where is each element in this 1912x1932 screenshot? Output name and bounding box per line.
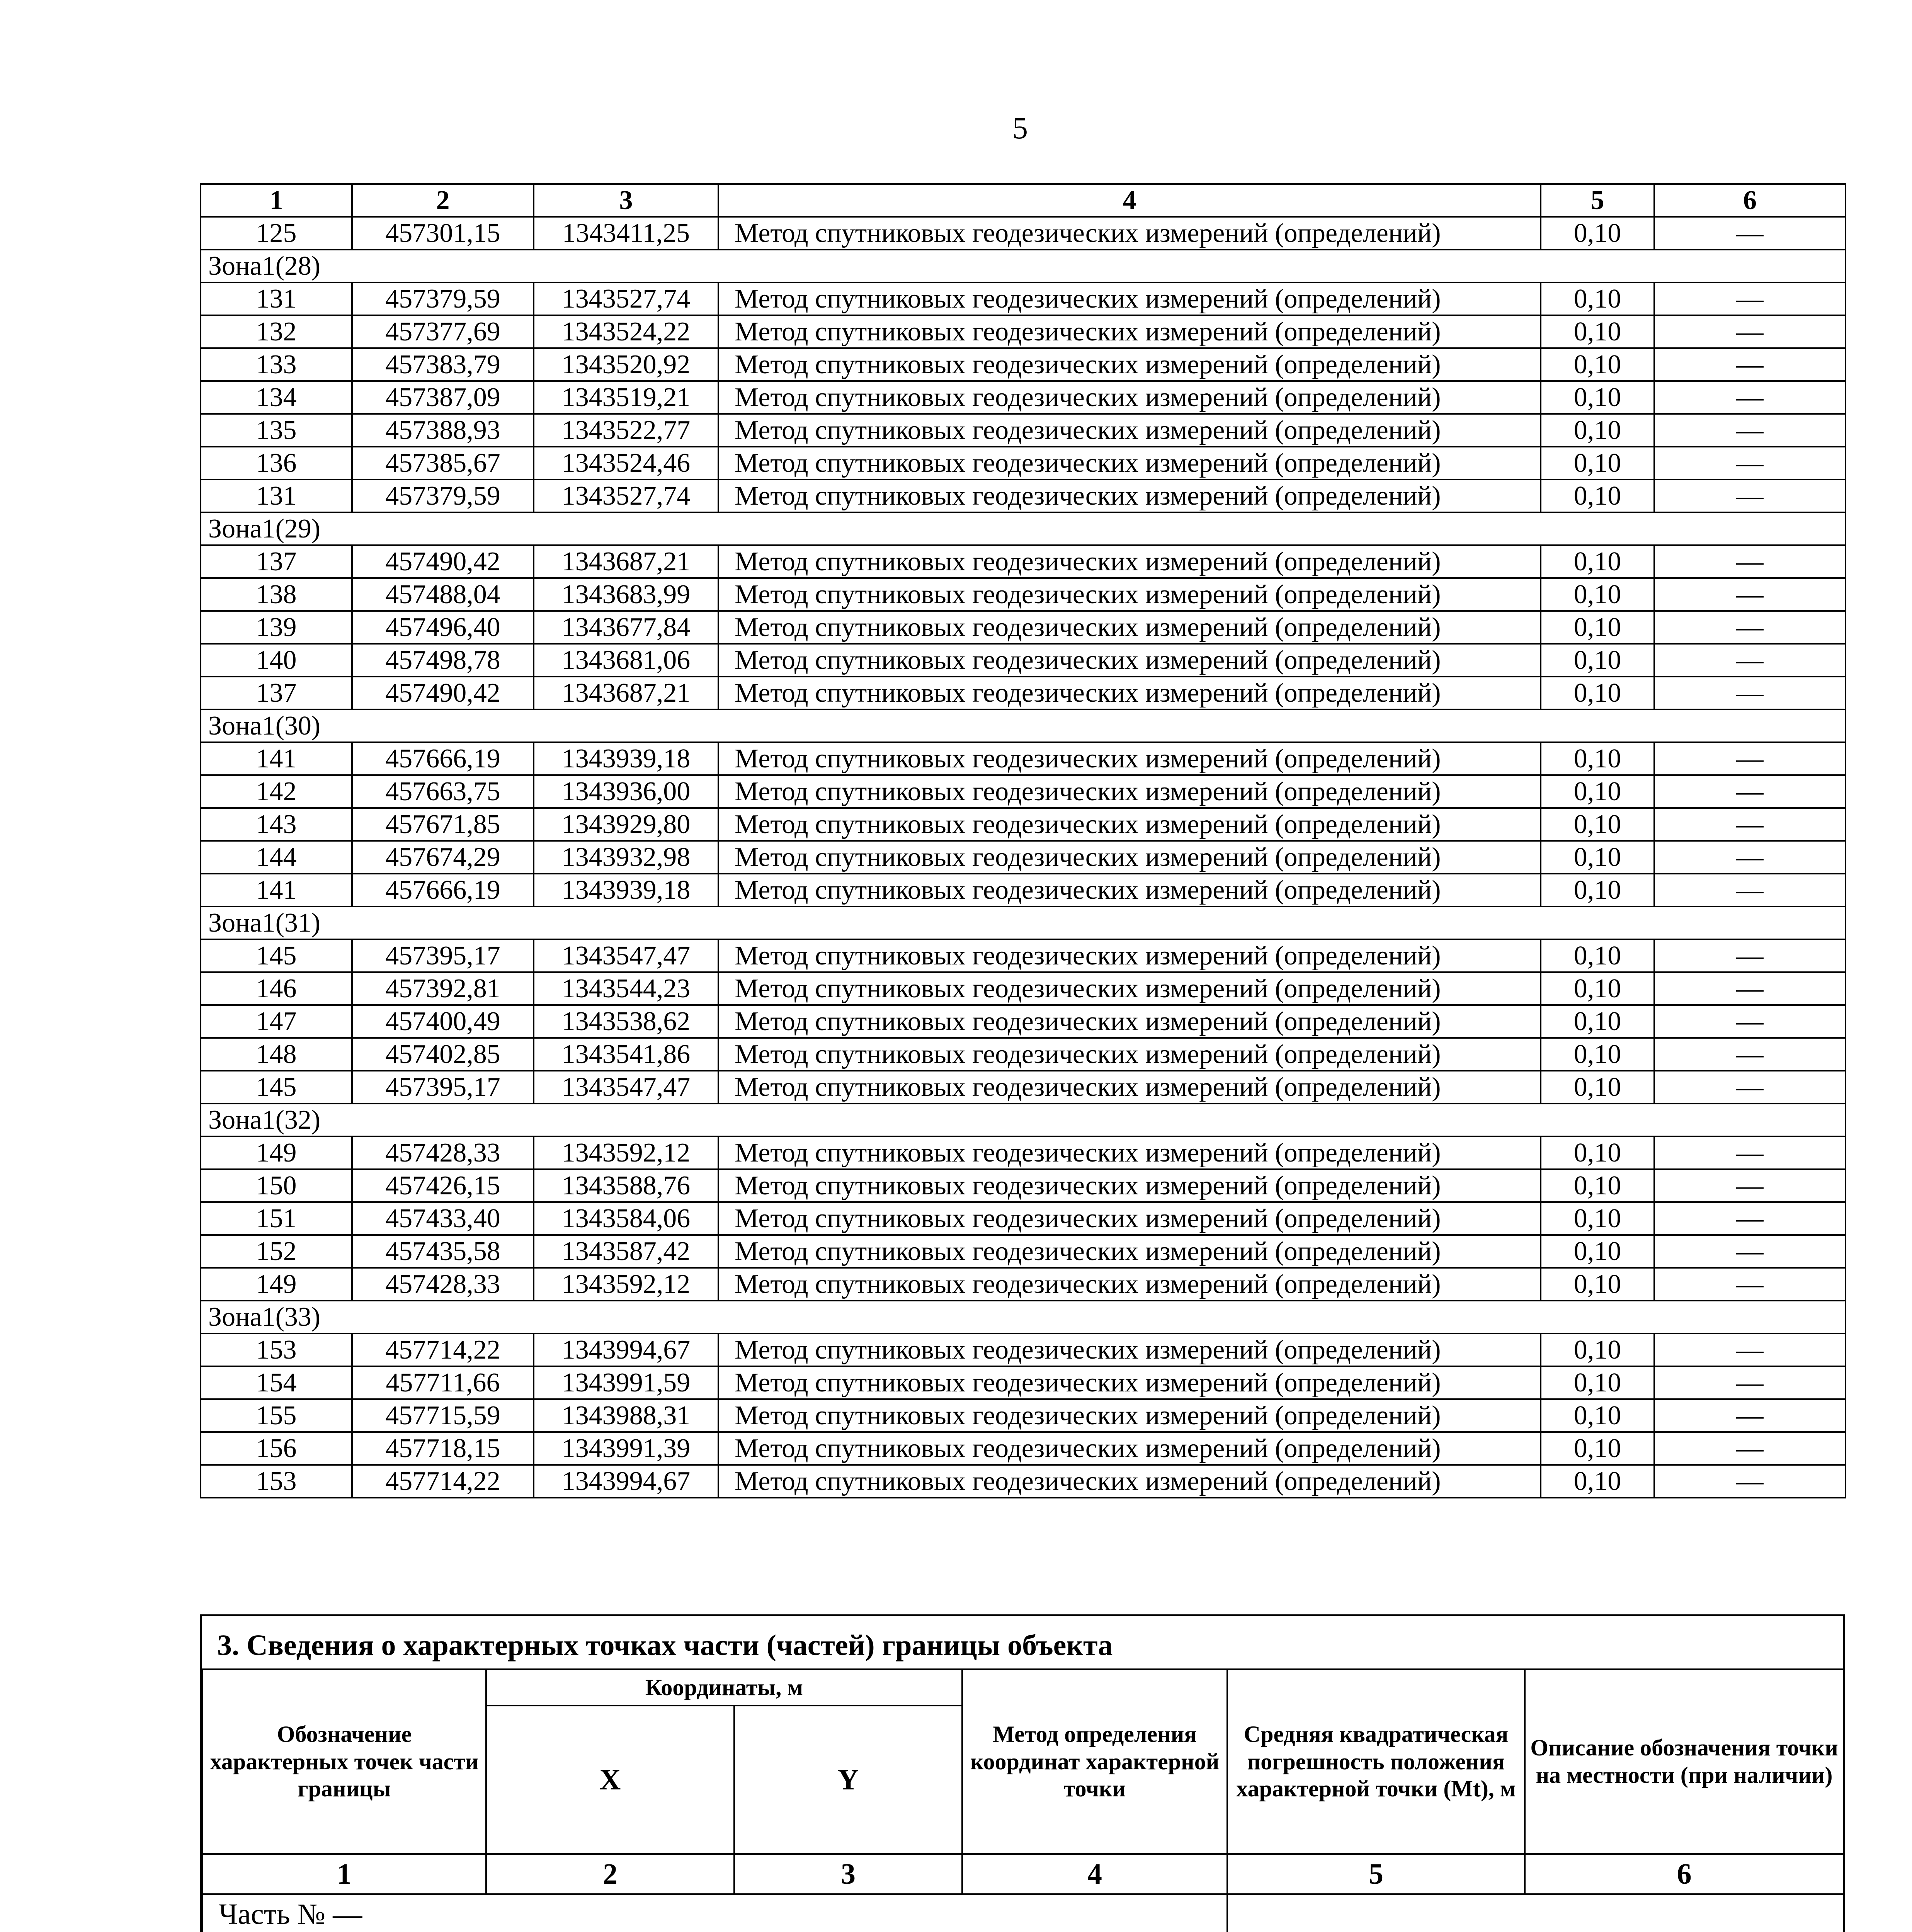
section-3-box [200, 1614, 1845, 1932]
accuracy: 0,10 [1541, 578, 1654, 611]
column-number-row [201, 184, 1846, 217]
header-method: Метод определения координат характерной точки [962, 1669, 1227, 1854]
coord-y: 1343592,12 [534, 1268, 718, 1301]
coord-y: 1343592,12 [534, 1136, 718, 1169]
coord-x: 457387,09 [352, 381, 534, 414]
description: — [1654, 677, 1846, 709]
coord-y: 1343527,74 [534, 282, 718, 315]
method: Метод спутниковых геодезических измерений (определений) [718, 874, 1541, 906]
point-number: 131 [201, 282, 352, 315]
accuracy: 0,10 [1541, 1202, 1654, 1235]
coord-x: 457301,15 [352, 217, 534, 250]
point-number: 133 [201, 348, 352, 381]
method: Метод спутниковых геодезических измерений (определений) [718, 677, 1541, 709]
zone-row [201, 1301, 1846, 1333]
description: — [1654, 742, 1846, 775]
description: — [1654, 348, 1846, 381]
zone-row [201, 512, 1846, 545]
point-row [201, 217, 1846, 250]
description: — [1654, 1268, 1846, 1301]
method: Метод спутниковых геодезических измерений (определений) [718, 1136, 1541, 1169]
method: Метод спутниковых геодезических измерений (определений) [718, 217, 1541, 250]
zone-row [201, 250, 1846, 282]
method: Метод спутниковых геодезических измерений (определений) [718, 480, 1541, 512]
method: Метод спутниковых геодезических измерений (определений) [718, 1432, 1541, 1465]
coord-x: 457377,69 [352, 315, 534, 348]
accuracy: 0,10 [1541, 282, 1654, 315]
coord-x: 457433,40 [352, 1202, 534, 1235]
description: — [1654, 447, 1846, 480]
point-number: 138 [201, 578, 352, 611]
description: — [1654, 1235, 1846, 1268]
method: Метод спутниковых геодезических измерений (определений) [718, 972, 1541, 1005]
accuracy: 0,10 [1541, 841, 1654, 874]
coord-x: 457666,19 [352, 742, 534, 775]
coord-y: 1343520,92 [534, 348, 718, 381]
point-number: 154 [201, 1366, 352, 1399]
header-coordinates: Координаты, м [486, 1669, 962, 1706]
header-designation: Обозначение характерных точек части границы [202, 1669, 486, 1854]
point-row [201, 1038, 1846, 1071]
coord-x: 457496,40 [352, 611, 534, 644]
coord-x: 457383,79 [352, 348, 534, 381]
point-number: 141 [201, 874, 352, 906]
point-row [201, 381, 1846, 414]
description: — [1654, 1005, 1846, 1038]
point-number: 149 [201, 1268, 352, 1301]
accuracy: 0,10 [1541, 1169, 1654, 1202]
accuracy: 0,10 [1541, 217, 1654, 250]
point-number: 137 [201, 677, 352, 709]
point-number: 136 [201, 447, 352, 480]
coord-x: 457498,78 [352, 644, 534, 677]
point-number: 139 [201, 611, 352, 644]
column-number: 2 [486, 1854, 734, 1894]
point-row [201, 545, 1846, 578]
coord-y: 1343939,18 [534, 874, 718, 906]
point-row [201, 1202, 1846, 1235]
zone-label: Зона1(33) [201, 1301, 1846, 1333]
point-number: 153 [201, 1333, 352, 1366]
method: Метод спутниковых геодезических измерений (определений) [718, 1202, 1541, 1235]
method: Метод спутниковых геодезических измерений (определений) [718, 808, 1541, 841]
description: — [1654, 381, 1846, 414]
accuracy: 0,10 [1541, 1235, 1654, 1268]
coord-x: 457392,81 [352, 972, 534, 1005]
column-number: 5 [1541, 184, 1654, 217]
description: — [1654, 1038, 1846, 1071]
coord-y: 1343991,39 [534, 1432, 718, 1465]
point-number: 125 [201, 217, 352, 250]
point-row [201, 1169, 1846, 1202]
point-number: 152 [201, 1235, 352, 1268]
method: Метод спутниковых геодезических измерений (определений) [718, 1268, 1541, 1301]
zone-row [201, 906, 1846, 939]
coord-x: 457379,59 [352, 480, 534, 512]
column-number: 3 [534, 184, 718, 217]
point-number: 148 [201, 1038, 352, 1071]
description: — [1654, 611, 1846, 644]
point-number: 143 [201, 808, 352, 841]
point-number: 142 [201, 775, 352, 808]
column-number: 2 [352, 184, 534, 217]
method: Метод спутниковых геодезических измерений (определений) [718, 742, 1541, 775]
coord-x: 457395,17 [352, 939, 534, 972]
point-row [201, 1268, 1846, 1301]
coord-x: 457674,29 [352, 841, 534, 874]
zone-label: Зона1(31) [201, 906, 1846, 939]
accuracy: 0,10 [1541, 677, 1654, 709]
coord-y: 1343994,67 [534, 1465, 718, 1498]
method: Метод спутниковых геодезических измерений (определений) [718, 1235, 1541, 1268]
part-empty-cell [1227, 1894, 1844, 1932]
coord-x: 457490,42 [352, 677, 534, 709]
coord-y: 1343994,67 [534, 1333, 718, 1366]
part-row [202, 1894, 1844, 1932]
method: Метод спутниковых геодезических измерений (определений) [718, 282, 1541, 315]
point-row [201, 1071, 1846, 1104]
accuracy: 0,10 [1541, 1399, 1654, 1432]
point-number: 145 [201, 939, 352, 972]
coord-y: 1343939,18 [534, 742, 718, 775]
coord-y: 1343936,00 [534, 775, 718, 808]
coord-x: 457395,17 [352, 1071, 534, 1104]
accuracy: 0,10 [1541, 315, 1654, 348]
method: Метод спутниковых геодезических измерений (определений) [718, 315, 1541, 348]
description: — [1654, 1136, 1846, 1169]
description: — [1654, 1465, 1846, 1498]
point-number: 145 [201, 1071, 352, 1104]
zone-row [201, 1104, 1846, 1136]
coord-y: 1343544,23 [534, 972, 718, 1005]
point-row [201, 972, 1846, 1005]
point-row [201, 677, 1846, 709]
accuracy: 0,10 [1541, 939, 1654, 972]
point-number: 140 [201, 644, 352, 677]
description: — [1654, 578, 1846, 611]
method: Метод спутниковых геодезических измерений (определений) [718, 1169, 1541, 1202]
column-number: 1 [201, 184, 352, 217]
method: Метод спутниковых геодезических измерений (определений) [718, 644, 1541, 677]
description: — [1654, 1169, 1846, 1202]
description: — [1654, 480, 1846, 512]
column-number: 3 [734, 1854, 962, 1894]
point-row [201, 480, 1846, 512]
coord-x: 457714,22 [352, 1333, 534, 1366]
accuracy: 0,10 [1541, 1005, 1654, 1038]
coord-y: 1343683,99 [534, 578, 718, 611]
description: — [1654, 841, 1846, 874]
point-number: 147 [201, 1005, 352, 1038]
point-number: 155 [201, 1399, 352, 1432]
coord-y: 1343522,77 [534, 414, 718, 447]
coord-y: 1343541,86 [534, 1038, 718, 1071]
coord-y: 1343677,84 [534, 611, 718, 644]
coord-y: 1343687,21 [534, 545, 718, 578]
point-row [201, 841, 1846, 874]
coord-y: 1343687,21 [534, 677, 718, 709]
point-row [201, 1465, 1846, 1498]
accuracy: 0,10 [1541, 1038, 1654, 1071]
accuracy: 0,10 [1541, 874, 1654, 906]
coord-x: 457428,33 [352, 1136, 534, 1169]
point-row [201, 611, 1846, 644]
coord-y: 1343588,76 [534, 1169, 718, 1202]
header-description: Описание обозначения точки на местности (при наличии) [1525, 1669, 1844, 1854]
point-row [201, 1399, 1846, 1432]
accuracy: 0,10 [1541, 644, 1654, 677]
description: — [1654, 1366, 1846, 1399]
point-row [201, 315, 1846, 348]
method: Метод спутниковых геодезических измерений (определений) [718, 1038, 1541, 1071]
coord-y: 1343681,06 [534, 644, 718, 677]
zone-label: Зона1(29) [201, 512, 1846, 545]
point-row [201, 939, 1846, 972]
accuracy: 0,10 [1541, 775, 1654, 808]
header-x: X [486, 1706, 734, 1854]
method: Метод спутниковых геодезических измерений (определений) [718, 381, 1541, 414]
point-row [201, 808, 1846, 841]
zone-label: Зона1(32) [201, 1104, 1846, 1136]
method: Метод спутниковых геодезических измерений (определений) [718, 611, 1541, 644]
accuracy: 0,10 [1541, 972, 1654, 1005]
coord-y: 1343519,21 [534, 381, 718, 414]
coord-y: 1343584,06 [534, 1202, 718, 1235]
accuracy: 0,10 [1541, 381, 1654, 414]
point-row [201, 1366, 1846, 1399]
method: Метод спутниковых геодезических измерений (определений) [718, 578, 1541, 611]
coord-x: 457435,58 [352, 1235, 534, 1268]
column-number: 6 [1525, 1854, 1844, 1894]
zone-label: Зона1(28) [201, 250, 1846, 282]
point-number: 153 [201, 1465, 352, 1498]
column-number: 1 [202, 1854, 486, 1894]
part-label: Часть № — [202, 1894, 1227, 1932]
coord-x: 457711,66 [352, 1366, 534, 1399]
description: — [1654, 939, 1846, 972]
page-number: 5 [1012, 111, 1028, 145]
coord-x: 457385,67 [352, 447, 534, 480]
coord-y: 1343547,47 [534, 939, 718, 972]
point-number: 135 [201, 414, 352, 447]
accuracy: 0,10 [1541, 1366, 1654, 1399]
method: Метод спутниковых геодезических измерений (определений) [718, 1399, 1541, 1432]
coord-y: 1343932,98 [534, 841, 718, 874]
method: Метод спутниковых геодезических измерений (определений) [718, 545, 1541, 578]
description: — [1654, 414, 1846, 447]
accuracy: 0,10 [1541, 1136, 1654, 1169]
coord-y: 1343587,42 [534, 1235, 718, 1268]
point-row [201, 1235, 1846, 1268]
coord-x: 457715,59 [352, 1399, 534, 1432]
description: — [1654, 282, 1846, 315]
accuracy: 0,10 [1541, 611, 1654, 644]
column-number-row [202, 1854, 1844, 1894]
coord-y: 1343524,22 [534, 315, 718, 348]
description: — [1654, 775, 1846, 808]
point-number: 156 [201, 1432, 352, 1465]
column-number: 6 [1654, 184, 1846, 217]
coord-y: 1343527,74 [534, 480, 718, 512]
header-y: Y [734, 1706, 962, 1854]
description: — [1654, 1202, 1846, 1235]
point-row [201, 1432, 1846, 1465]
point-row [201, 775, 1846, 808]
method: Метод спутниковых геодезических измерений (определений) [718, 841, 1541, 874]
section-3-title: 3. Сведения о характерных точках части (частей) границы объекта [217, 1629, 1113, 1662]
point-number: 137 [201, 545, 352, 578]
description: — [1654, 545, 1846, 578]
point-row [201, 742, 1846, 775]
coord-x: 457428,33 [352, 1268, 534, 1301]
point-row [201, 644, 1846, 677]
description: — [1654, 1432, 1846, 1465]
accuracy: 0,10 [1541, 1268, 1654, 1301]
point-number: 146 [201, 972, 352, 1005]
method: Метод спутниковых геодезических измерений (определений) [718, 1333, 1541, 1366]
accuracy: 0,10 [1541, 480, 1654, 512]
accuracy: 0,10 [1541, 808, 1654, 841]
point-number: 151 [201, 1202, 352, 1235]
description: — [1654, 217, 1846, 250]
coord-x: 457379,59 [352, 282, 534, 315]
accuracy: 0,10 [1541, 348, 1654, 381]
coord-x: 457718,15 [352, 1432, 534, 1465]
point-number: 149 [201, 1136, 352, 1169]
description: — [1654, 874, 1846, 906]
description: — [1654, 1399, 1846, 1432]
coord-y: 1343988,31 [534, 1399, 718, 1432]
description: — [1654, 315, 1846, 348]
accuracy: 0,10 [1541, 447, 1654, 480]
point-number: 132 [201, 315, 352, 348]
accuracy: 0,10 [1541, 1071, 1654, 1104]
coord-y: 1343411,25 [534, 217, 718, 250]
zone-label: Зона1(30) [201, 709, 1846, 742]
coord-x: 457400,49 [352, 1005, 534, 1038]
column-number: 4 [962, 1854, 1227, 1894]
point-row [201, 348, 1846, 381]
coord-x: 457714,22 [352, 1465, 534, 1498]
point-number: 144 [201, 841, 352, 874]
point-row [201, 1333, 1846, 1366]
coord-x: 457388,93 [352, 414, 534, 447]
method: Метод спутниковых геодезических измерений (определений) [718, 939, 1541, 972]
description: — [1654, 808, 1846, 841]
point-row [201, 578, 1846, 611]
accuracy: 0,10 [1541, 1465, 1654, 1498]
coord-y: 1343538,62 [534, 1005, 718, 1038]
coord-x: 457666,19 [352, 874, 534, 906]
coord-x: 457490,42 [352, 545, 534, 578]
accuracy: 0,10 [1541, 1432, 1654, 1465]
coord-x: 457663,75 [352, 775, 534, 808]
point-row [201, 1136, 1846, 1169]
point-number: 141 [201, 742, 352, 775]
description: — [1654, 1333, 1846, 1366]
coord-x: 457402,85 [352, 1038, 534, 1071]
description: — [1654, 644, 1846, 677]
zone-row [201, 709, 1846, 742]
method: Метод спутниковых геодезических измерений (определений) [718, 1005, 1541, 1038]
point-row [201, 282, 1846, 315]
accuracy: 0,10 [1541, 545, 1654, 578]
accuracy: 0,10 [1541, 742, 1654, 775]
column-number: 5 [1227, 1854, 1525, 1894]
point-number: 131 [201, 480, 352, 512]
accuracy: 0,10 [1541, 1333, 1654, 1366]
method: Метод спутниковых геодезических измерений (определений) [718, 775, 1541, 808]
coord-y: 1343991,59 [534, 1366, 718, 1399]
coord-x: 457671,85 [352, 808, 534, 841]
coord-x: 457426,15 [352, 1169, 534, 1202]
part-points-table [202, 1668, 1844, 1932]
coord-y: 1343929,80 [534, 808, 718, 841]
point-row [201, 414, 1846, 447]
coord-x: 457488,04 [352, 578, 534, 611]
point-number: 134 [201, 381, 352, 414]
method: Метод спутниковых геодезических измерений (определений) [718, 1465, 1541, 1498]
point-row [201, 874, 1846, 906]
method: Метод спутниковых геодезических измерений (определений) [718, 447, 1541, 480]
method: Метод спутниковых геодезических измерений (определений) [718, 414, 1541, 447]
point-row [201, 1005, 1846, 1038]
accuracy: 0,10 [1541, 414, 1654, 447]
header-accuracy: Средняя квадратическая погрешность положения характерной точки (Mt), м [1227, 1669, 1525, 1854]
description: — [1654, 972, 1846, 1005]
coord-y: 1343547,47 [534, 1071, 718, 1104]
point-number: 150 [201, 1169, 352, 1202]
boundary-points-table [200, 183, 1846, 1498]
column-number: 4 [718, 184, 1541, 217]
description: — [1654, 1071, 1846, 1104]
method: Метод спутниковых геодезических измерений (определений) [718, 1071, 1541, 1104]
method: Метод спутниковых геодезических измерений (определений) [718, 348, 1541, 381]
method: Метод спутниковых геодезических измерений (определений) [718, 1366, 1541, 1399]
point-row [201, 447, 1846, 480]
coord-y: 1343524,46 [534, 447, 718, 480]
